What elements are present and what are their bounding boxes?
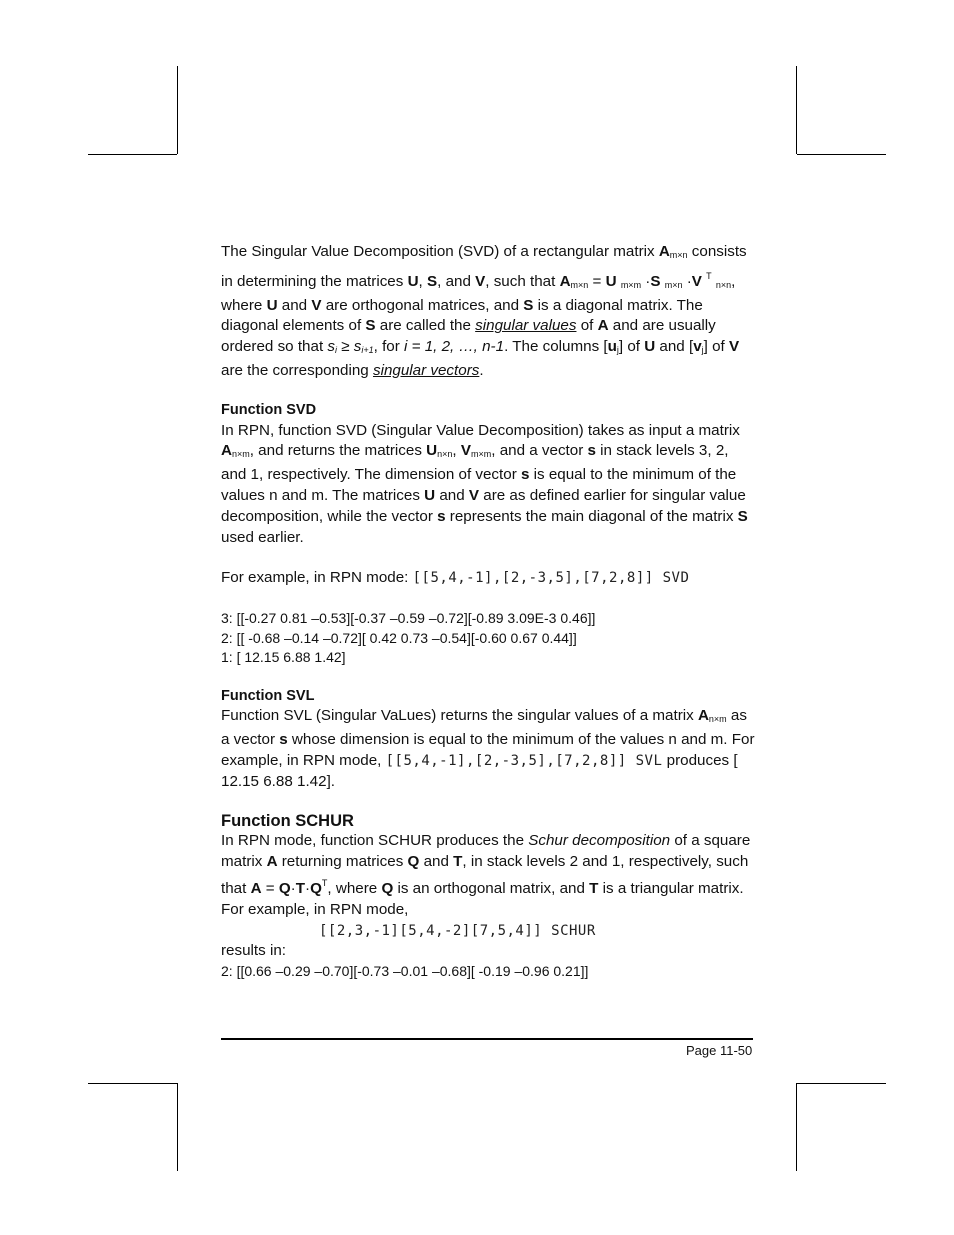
vector-symbol: v (693, 338, 702, 356)
matrix-symbol: U (605, 272, 617, 290)
text: of (576, 317, 598, 335)
text: and (419, 853, 454, 871)
subscript: n×m (231, 449, 250, 460)
subscript: m×n (570, 279, 589, 290)
crop-mark (177, 1083, 178, 1171)
svd-output-level-1: 1: [ 12.15 6.88 1.42] (221, 649, 346, 666)
matrix-symbol: V (311, 296, 322, 314)
text: of a square matrix (221, 832, 751, 871)
matrix-symbol: V (691, 272, 702, 290)
matrix-symbol: V (475, 272, 486, 290)
matrix-symbol: T (589, 880, 599, 898)
text: used earlier. (221, 528, 304, 546)
crop-mark (796, 1083, 797, 1171)
svd-output-level-3: 3: [[-0.27 0.81 –0.53][-0.37 –0.59 –0.72][-0.89 3.09E-3 0.46]] (221, 610, 596, 627)
text: is a triangular matrix. For example, in RPN mode, (221, 880, 744, 918)
subscript: m×n (669, 250, 688, 260)
text: and are usually ordered so that (221, 317, 716, 356)
matrix-symbol: A (266, 853, 278, 871)
matrix-symbol: A (221, 442, 232, 460)
text: , in stack levels 2 and 1, respectively, such that (221, 853, 749, 898)
schur-paragraph (221, 831, 756, 920)
text: , for (373, 338, 405, 356)
calculator-command: [[5,4,-1],[2,-3,5],[7,2,8]] SVD (412, 570, 690, 587)
matrix-symbol: V (468, 486, 480, 504)
subscript: m×m (471, 449, 492, 460)
text: are the corresponding (221, 361, 373, 379)
text: . (479, 361, 484, 379)
text: = (588, 272, 606, 290)
matrix-symbol: S (737, 507, 748, 525)
matrix-symbol: T (453, 853, 463, 871)
text: Function SVL (Singular VaLues) returns the singular values of a matrix (221, 707, 698, 725)
matrix-symbol: S (650, 272, 661, 290)
text: = (261, 880, 279, 898)
page-content (221, 242, 756, 982)
subscript: m×m (620, 279, 642, 290)
matrix-symbol: T (295, 880, 306, 898)
crop-mark (88, 154, 177, 155)
text: ≥ (336, 338, 354, 356)
matrix-symbol: V (728, 338, 740, 356)
matrix-symbol: A (597, 317, 609, 335)
svd-intro-paragraph (221, 242, 756, 382)
matrix-symbol: A (697, 707, 709, 725)
text: and (435, 486, 469, 504)
subscript: m×n (664, 279, 683, 290)
text: . The columns [ (504, 338, 608, 356)
matrix-symbol: U (644, 338, 656, 356)
text: , where (327, 880, 382, 898)
text: represents the main diagonal of the matrix (445, 507, 738, 525)
text: as a vector (221, 707, 747, 749)
subscript: j (701, 345, 704, 356)
text: · (682, 272, 692, 290)
matrix-symbol: A (658, 243, 670, 260)
text: , and (437, 272, 476, 290)
matrix-symbol: A (559, 272, 571, 290)
text: is equal to the minimum of the values n and m. The matrices (221, 466, 737, 504)
spacer (221, 548, 756, 568)
matrix-symbol: Q (278, 880, 291, 898)
text: are called the (375, 317, 476, 335)
matrix-symbol: U (424, 486, 436, 504)
matrix-symbol: A (250, 880, 262, 898)
spacer (221, 589, 756, 609)
matrix-symbol: U (407, 272, 419, 290)
math-var: s (353, 338, 362, 356)
matrix-symbol: Q (381, 880, 394, 898)
text: In RPN mode, function SCHUR produces the (221, 832, 529, 850)
text: and (277, 296, 312, 314)
math-var: s (327, 338, 335, 356)
text: For example, in RPN mode: (221, 569, 413, 587)
matrix-symbol: Q (407, 853, 420, 871)
term-schur-decomposition: Schur decomposition (528, 832, 671, 850)
text: , and returns the matrices (249, 442, 427, 460)
crop-mark (796, 66, 797, 154)
vector-symbol: u (607, 338, 617, 356)
page-number: Page 11-50 (686, 1043, 753, 1058)
text: ] of (618, 338, 645, 356)
text: · (641, 272, 651, 290)
matrix-symbol: U (266, 296, 278, 314)
vector-symbol: s (587, 442, 596, 460)
heading-function-schur: Function SCHUR (221, 811, 354, 830)
vector-symbol: s (437, 507, 446, 525)
crop-mark (797, 1083, 886, 1084)
text: is a diagonal matrix. The diagonal elements of (221, 296, 703, 335)
crop-mark (177, 66, 178, 154)
text: whose dimension is equal to the minimum of the values n and m. For example, in RPN mode, (221, 731, 755, 770)
schur-results-label: results in: (221, 942, 286, 960)
text: and [ (655, 338, 694, 356)
subscript: n×m (708, 714, 727, 725)
subscript: n×n (437, 449, 453, 460)
text: , such that (485, 272, 560, 290)
text: , where (221, 272, 736, 314)
text: The Singular Value Decomposition (SVD) of a rectangular matrix (221, 243, 659, 260)
subscript: n×n (715, 279, 732, 290)
text: , (452, 442, 461, 460)
text: returning matrices (277, 853, 408, 871)
matrix-symbol: S (523, 296, 534, 314)
svd-output-level-2: 2: [[ -0.68 –0.14 –0.72][ 0.42 0.73 –0.54][-0.60 0.67 0.44]] (221, 629, 577, 646)
vector-symbol: s (279, 731, 288, 749)
heading-function-svd: Function SVD (221, 401, 317, 418)
math-range: i = 1, 2, …, n-1 (404, 338, 505, 356)
crop-mark (88, 1083, 177, 1084)
text: In RPN, function SVD (Singular Value Decomposition) takes as input a matrix (221, 421, 740, 439)
schur-output-level-2: 2: [[0.66 –0.29 –0.70][-0.73 –0.01 –0.68][ -0.19 –0.96 0.21]] (221, 963, 589, 980)
text: , (418, 272, 427, 290)
text: is an orthogonal matrix, and (393, 880, 590, 898)
matrix-symbol: V (460, 442, 471, 460)
heading-function-svl: Function SVL (221, 687, 315, 704)
calculator-command: [[5,4,-1],[2,-3,5],[7,2,8]] SVL (385, 753, 663, 770)
text: in stack levels 3, 2, and 1, respectively. The dimension of vector (221, 442, 729, 484)
superscript: T (321, 878, 328, 889)
text: are orthogonal matrices, and (321, 296, 524, 314)
crop-mark (797, 154, 886, 155)
text: produces [ 12.15 6.88 1.42]. (221, 752, 738, 790)
subscript: i+1 (361, 345, 374, 356)
matrix-symbol: Q (310, 880, 322, 898)
text: consists in determining the matrices (221, 243, 747, 290)
svl-paragraph (221, 706, 756, 792)
svd-example (221, 568, 756, 589)
text: · (290, 880, 296, 898)
footer-rule (221, 1038, 753, 1040)
svd-paragraph (221, 421, 756, 549)
schur-command-line (221, 921, 756, 942)
term-singular-vectors: singular vectors (372, 361, 480, 379)
vector-symbol: s (520, 466, 530, 484)
text: are as defined earlier for singular value decomposition, while the vector (221, 486, 746, 525)
subscript: j (616, 345, 619, 356)
matrix-symbol: S (426, 272, 438, 290)
subscript: i (334, 345, 337, 356)
text: , and a vector (491, 442, 588, 460)
matrix-symbol: S (365, 317, 376, 335)
matrix-symbol: U (426, 442, 438, 460)
calculator-command: [[2,3,-1][5,4,-2][7,5,4]] SCHUR (319, 922, 596, 939)
text: ] of (703, 338, 729, 356)
text: · (305, 880, 311, 898)
superscript: T (706, 270, 712, 281)
term-singular-values: singular values (475, 317, 577, 335)
